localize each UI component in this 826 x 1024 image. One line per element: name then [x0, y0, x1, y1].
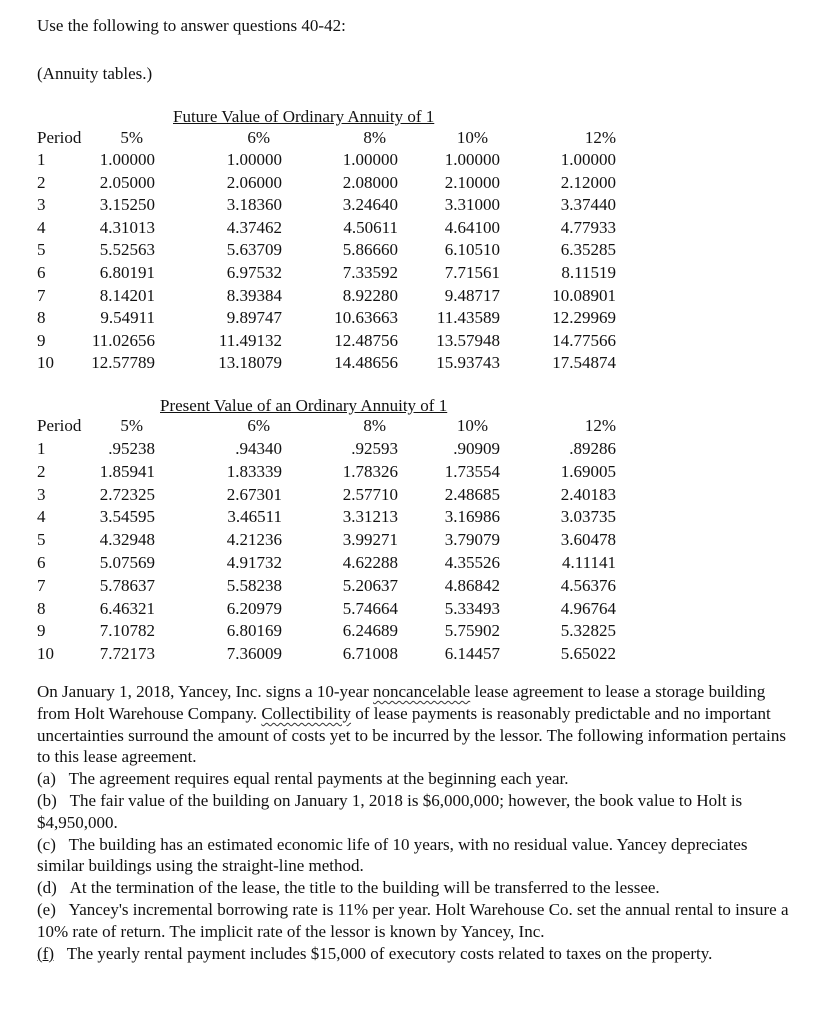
pv-value-cell: 5.20637 [342, 575, 398, 595]
pv-period-cell: 9 [37, 621, 46, 641]
pv-value-cell: 4.86842 [444, 575, 500, 595]
pv-period-cell: 2 [37, 461, 46, 481]
fv-value-cell: 12.48756 [334, 330, 398, 350]
pv-rate-header: 6% [247, 416, 270, 435]
fv-rate-header: 12% [584, 128, 616, 147]
pv-period-cell: 5 [37, 530, 46, 550]
pv-value-cell: 3.54595 [99, 507, 155, 527]
fv-value-cell: 1.00000 [99, 150, 155, 169]
pv-value-cell: 4.96764 [560, 598, 616, 618]
fv-value-cell: 12.57789 [91, 353, 155, 373]
pv-table-title: Present Value of an Ordinary Annuity of 1 [160, 396, 448, 415]
pv-value-cell: 2.48685 [444, 484, 500, 504]
fv-period-cell: 8 [37, 308, 46, 328]
pv-value-cell: 3.46511 [227, 507, 282, 527]
pv-value-cell: 1.78326 [342, 461, 398, 481]
pv-value-cell: 4.32948 [99, 530, 155, 550]
pv-value-cell: .90909 [453, 439, 500, 458]
fv-value-cell: 3.37440 [560, 195, 616, 215]
item-b [37, 790, 797, 834]
pv-period-cell: 7 [37, 575, 46, 595]
fv-value-cell: 5.86660 [342, 240, 398, 260]
pv-value-cell: 2.67301 [226, 484, 282, 504]
item-d-label: (d) [37, 878, 57, 898]
pv-value-cell: 2.72325 [99, 484, 155, 504]
pv-value-cell: 4.56376 [560, 575, 616, 595]
fv-value-cell: 7.33592 [342, 263, 398, 282]
pv-value-cell: 1.85941 [99, 461, 155, 481]
item-e-label: (e) [37, 899, 56, 919]
fv-rate-header: 8% [363, 128, 386, 147]
fv-value-cell: 14.77566 [552, 330, 616, 350]
fv-rate-header: 6% [247, 128, 270, 147]
fv-period-cell: 7 [37, 285, 46, 305]
fv-value-cell: 11.43589 [436, 308, 500, 328]
fv-value-cell: 1.00000 [444, 150, 500, 169]
fv-value-cell: 6.35285 [560, 240, 616, 260]
fv-period-cell: 4 [37, 217, 46, 237]
fv-value-cell: 2.12000 [560, 172, 616, 192]
fv-value-cell: 10.08901 [552, 285, 616, 305]
fv-value-cell: 9.89747 [226, 308, 282, 328]
fv-value-cell: 2.05000 [99, 172, 155, 192]
fv-value-cell: 7.71561 [444, 263, 500, 282]
fv-value-cell: 9.54911 [100, 308, 155, 328]
scenario-opening-part-a: On January 1, 2018, Yancey, Inc. signs a 10-year [37, 682, 373, 701]
pv-period-cell: 1 [37, 439, 46, 458]
item-d-text: At the termination of the lease, the title to the building will be transferred to the lessee. [69, 878, 660, 898]
fv-value-cell: 3.15250 [99, 195, 155, 215]
fv-value-cell: 5.52563 [99, 240, 155, 260]
pv-value-cell: 4.62288 [342, 553, 398, 572]
pv-value-cell: 3.79079 [444, 530, 500, 550]
pv-value-cell: 4.35526 [444, 553, 500, 572]
fv-value-cell: 5.63709 [226, 240, 282, 260]
fv-value-cell: 2.08000 [342, 172, 398, 192]
fv-value-cell: 4.31013 [99, 217, 155, 237]
fv-value-cell: 4.50611 [343, 217, 398, 237]
fv-period-cell: 1 [37, 150, 46, 169]
fv-value-cell: 9.48717 [444, 285, 500, 305]
pv-value-cell: .95238 [108, 439, 155, 458]
fv-value-cell: 3.24640 [342, 195, 398, 215]
pv-value-cell: 5.74664 [342, 598, 398, 618]
fv-value-cell: 2.10000 [444, 172, 500, 192]
item-e-text: Yancey's incremental borrowing rate is 11% per year. Holt Warehouse Co. set the annual rental to insure a 10% rate of return. The implicit rate of the lessor is known by Yancey, Inc. [37, 899, 789, 941]
item-a-label: (a) [37, 769, 56, 789]
intro-text: Use the following to answer questions 40-42: [37, 16, 346, 35]
fv-value-cell: 1.00000 [560, 150, 616, 169]
pv-period-cell: 6 [37, 553, 46, 572]
fv-period-cell: 5 [37, 240, 46, 260]
fv-rate-header: 10% [456, 128, 488, 147]
item-e [37, 899, 797, 943]
pv-value-cell: 7.36009 [226, 644, 282, 664]
scenario-opening-part-c: of lease payments is reasonably predictable and no important uncertainties surround the amount of costs yet to be incurred by the lessor. The following information pertains to this lease agreement. [37, 703, 786, 767]
fv-value-cell: 1.00000 [226, 150, 282, 169]
noncancelable-word: noncancelable [373, 682, 471, 701]
scenario-text [37, 681, 797, 964]
fv-period-cell: 6 [37, 263, 46, 282]
fv-value-cell: 6.80191 [99, 263, 155, 282]
pv-value-cell: 1.83339 [226, 461, 282, 481]
pv-value-cell: 6.14457 [444, 644, 500, 664]
pv-value-cell: 1.73554 [444, 461, 500, 481]
scenario-opening-part-b: lease agreement to lease a storage building from Holt Warehouse Company. [37, 682, 766, 723]
pv-rate-header: 8% [363, 416, 386, 435]
pv-value-cell: 4.11141 [562, 553, 616, 572]
fv-value-cell: 6.10510 [444, 240, 500, 260]
collectibility-word: Collectibility [261, 703, 352, 723]
fv-value-cell: 4.77933 [560, 217, 616, 237]
pv-value-cell: 5.32825 [560, 621, 616, 641]
fv-value-cell: 17.54874 [552, 353, 616, 373]
fv-period-header: Period [37, 128, 82, 147]
fv-value-cell: 6.97532 [226, 263, 282, 282]
note-text: (Annuity tables.) [37, 64, 153, 83]
fv-value-cell: 8.11519 [561, 263, 616, 282]
pv-value-cell: 7.72173 [99, 644, 155, 664]
pv-value-cell: 4.91732 [226, 553, 282, 572]
pv-value-cell: 3.99271 [342, 530, 398, 550]
item-a [37, 768, 797, 790]
item-b-text: The fair value of the building on January 1, 2018 is $6,000,000; however, the book value to Holt is $4,950,000. [37, 790, 743, 832]
fv-period-cell: 2 [37, 172, 46, 192]
fv-table-title: Future Value of Ordinary Annuity of 1 [173, 107, 435, 126]
pv-period-cell: 4 [37, 507, 46, 527]
pv-period-cell: 3 [37, 484, 46, 504]
fv-value-cell: 8.92280 [342, 285, 398, 305]
pv-value-cell: 6.24689 [342, 621, 398, 641]
fv-value-cell: 10.63663 [334, 308, 398, 328]
pv-value-cell: .94340 [235, 439, 282, 458]
pv-value-cell: 7.10782 [99, 621, 155, 641]
fv-value-cell: 12.29969 [552, 308, 616, 328]
item-c [37, 834, 797, 878]
fv-value-cell: 4.64100 [444, 217, 500, 237]
item-f-label: (f) [37, 943, 54, 963]
pv-value-cell: 6.46321 [99, 598, 155, 618]
item-d [37, 877, 797, 899]
pv-value-cell: 5.58238 [226, 575, 282, 595]
pv-rate-header: 10% [456, 416, 488, 435]
pv-value-cell: 3.60478 [560, 530, 616, 550]
pv-value-cell: 5.65022 [560, 644, 616, 664]
fv-period-cell: 10 [37, 353, 54, 373]
pv-rate-header: 12% [584, 416, 616, 435]
pv-value-cell: 3.16986 [444, 507, 500, 527]
pv-value-cell: 5.33493 [444, 598, 500, 618]
fv-value-cell: 3.18360 [226, 195, 282, 215]
pv-period-cell: 10 [37, 644, 54, 664]
item-a-text: The agreement requires equal rental payments at the beginning each year. [68, 769, 569, 789]
pv-value-cell: 6.20979 [226, 598, 282, 618]
pv-value-cell: 5.07569 [99, 553, 155, 572]
pv-value-cell: .89286 [569, 439, 616, 458]
fv-value-cell: 8.14201 [99, 285, 155, 305]
fv-value-cell: 2.06000 [226, 172, 282, 192]
item-f-text: The yearly rental payment includes $15,000 of executory costs related to taxes on the property. [66, 943, 713, 963]
fv-value-cell: 11.02656 [91, 330, 155, 350]
item-f [37, 943, 797, 965]
fv-value-cell: 14.48656 [334, 353, 398, 373]
item-b-label: (b) [37, 790, 57, 810]
pv-value-cell: 5.75902 [444, 621, 500, 641]
pv-value-cell: 1.69005 [560, 461, 616, 481]
pv-period-cell: 8 [37, 598, 46, 618]
scenario-opening [37, 681, 797, 768]
fv-value-cell: 3.31000 [444, 195, 500, 215]
pv-value-cell: 3.03735 [560, 507, 616, 527]
fv-value-cell: 13.18079 [218, 353, 282, 373]
pv-value-cell: 4.21236 [226, 530, 282, 550]
pv-period-header: Period [37, 416, 82, 435]
pv-value-cell: 6.80169 [226, 621, 282, 641]
pv-rate-header: 5% [120, 416, 143, 435]
pv-value-cell: .92593 [351, 439, 398, 458]
fv-value-cell: 13.57948 [436, 330, 500, 350]
fv-period-cell: 9 [37, 330, 46, 350]
fv-value-cell: 8.39384 [226, 285, 282, 305]
fv-period-cell: 3 [37, 195, 46, 215]
fv-value-cell: 15.93743 [436, 353, 500, 373]
item-c-text: The building has an estimated economic life of 10 years, with no residual value. Yancey depreciates similar buildings using the straight-line method. [37, 834, 748, 876]
item-c-label: (c) [37, 834, 56, 854]
pv-value-cell: 5.78637 [99, 575, 155, 595]
pv-value-cell: 2.40183 [560, 484, 616, 504]
pv-value-cell: 2.57710 [342, 484, 398, 504]
pv-value-cell: 6.71008 [342, 644, 398, 664]
fv-value-cell: 4.37462 [226, 217, 282, 237]
pv-value-cell: 3.31213 [342, 507, 398, 527]
fv-value-cell: 11.49132 [218, 330, 282, 350]
fv-value-cell: 1.00000 [342, 150, 398, 169]
fv-rate-header: 5% [120, 128, 143, 147]
